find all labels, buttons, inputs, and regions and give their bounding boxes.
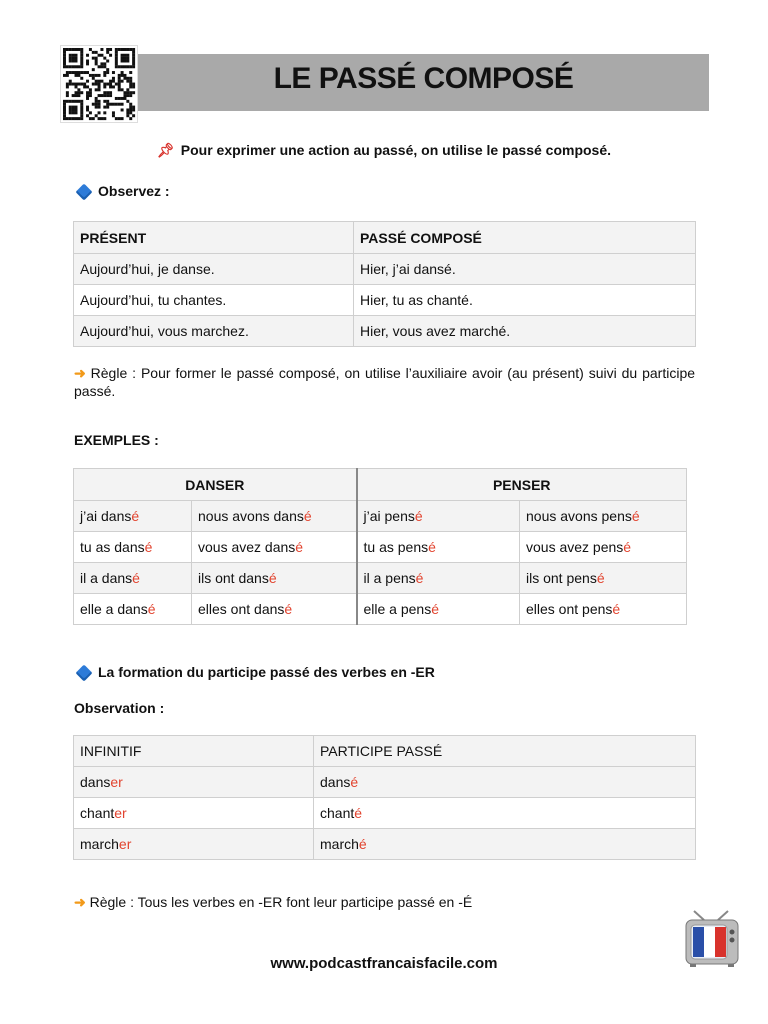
table-cell: ils ont pensé bbox=[520, 563, 687, 594]
table-row bbox=[74, 316, 696, 347]
present-passe-table bbox=[73, 221, 696, 347]
table-cell: vous avez pensé bbox=[520, 532, 687, 563]
qr-code bbox=[60, 45, 138, 123]
table-row bbox=[74, 254, 696, 285]
table-cell: marcher bbox=[74, 829, 314, 860]
table-cell: tu as pensé bbox=[357, 532, 520, 563]
intro-line bbox=[0, 142, 768, 159]
exemples-table bbox=[73, 468, 687, 625]
formation-heading bbox=[74, 664, 435, 680]
title-bar bbox=[138, 54, 709, 111]
table-header: PENSER bbox=[357, 469, 687, 501]
table-cell: nous avons dansé bbox=[192, 501, 357, 532]
table-cell: elles ont dansé bbox=[192, 594, 357, 625]
table-row bbox=[74, 285, 696, 316]
observation-heading: Observation : bbox=[74, 700, 165, 716]
table-cell: ils ont dansé bbox=[192, 563, 357, 594]
table-cell: danser bbox=[74, 767, 314, 798]
table-cell: dansé bbox=[314, 767, 696, 798]
observez-heading bbox=[74, 183, 170, 199]
table-cell: elle a pensé bbox=[357, 594, 520, 625]
arrow-right-icon: ➜ bbox=[74, 894, 86, 910]
intro-text: Pour exprimer une action au passé, on utilise le passé composé. bbox=[180, 142, 612, 158]
table-cell: elles ont pensé bbox=[520, 594, 687, 625]
table-cell: chanté bbox=[314, 798, 696, 829]
table-cell: Aujourd’hui, tu chantes. bbox=[74, 285, 354, 316]
table-cell: nous avons pensé bbox=[520, 501, 687, 532]
table-row bbox=[74, 829, 696, 860]
footer-url[interactable]: www.podcastfrancaisfacile.com bbox=[270, 955, 498, 972]
exemples-heading: EXEMPLES : bbox=[74, 432, 159, 448]
table-cell: Aujourd’hui, je danse. bbox=[74, 254, 354, 285]
table-cell: Hier, tu as chanté. bbox=[354, 285, 696, 316]
arrow-right-icon: ➜ bbox=[74, 365, 86, 381]
table-header: PRÉSENT bbox=[74, 222, 354, 254]
rule-label: Règle : bbox=[90, 365, 137, 381]
table-header: PARTICIPE PASSÉ bbox=[314, 736, 696, 767]
table-cell: chanter bbox=[74, 798, 314, 829]
table-cell: tu as dansé bbox=[74, 532, 192, 563]
table-cell: j’ai pensé bbox=[357, 501, 520, 532]
observez-label: Observez : bbox=[98, 183, 170, 199]
rule-label: Règle : bbox=[89, 894, 134, 910]
table-cell: vous avez dansé bbox=[192, 532, 357, 563]
table-row bbox=[74, 501, 687, 532]
table-cell: elle a dansé bbox=[74, 594, 192, 625]
table-cell: il a dansé bbox=[74, 563, 192, 594]
table-row bbox=[74, 532, 687, 563]
table-row bbox=[74, 767, 696, 798]
table-header-row bbox=[74, 222, 696, 254]
pushpin-icon: 📌︎ bbox=[156, 142, 175, 158]
blue-diamond-icon bbox=[76, 665, 93, 682]
blue-diamond-icon bbox=[76, 184, 93, 201]
table-header: INFINITIF bbox=[74, 736, 314, 767]
table-header: PASSÉ COMPOSÉ bbox=[354, 222, 696, 254]
rule-text: Pour former le passé composé, on utilise l’auxiliaire avoir (au présent) suivi du participe passé. bbox=[74, 365, 696, 399]
rule-1 bbox=[74, 364, 695, 400]
table-row bbox=[74, 594, 687, 625]
table-cell: Hier, j’ai dansé. bbox=[354, 254, 696, 285]
table-cell: Aujourd’hui, vous marchez. bbox=[74, 316, 354, 347]
page-title: LE PASSÉ COMPOSÉ bbox=[273, 62, 574, 95]
table-cell: il a pensé bbox=[357, 563, 520, 594]
table-header-row bbox=[74, 736, 696, 767]
rule-text: Tous les verbes en -ER font leur participe passé en -É bbox=[133, 894, 473, 910]
table-header: DANSER bbox=[74, 469, 357, 501]
table-cell: marché bbox=[314, 829, 696, 860]
formation-label: La formation du participe passé des verbes en -ER bbox=[98, 664, 435, 680]
participe-table bbox=[73, 735, 696, 860]
table-cell: j’ai dansé bbox=[74, 501, 192, 532]
table-header-row bbox=[74, 469, 687, 501]
table-cell: Hier, vous avez marché. bbox=[354, 316, 696, 347]
rule-2 bbox=[74, 893, 695, 911]
table-row bbox=[74, 563, 687, 594]
table-row bbox=[74, 798, 696, 829]
